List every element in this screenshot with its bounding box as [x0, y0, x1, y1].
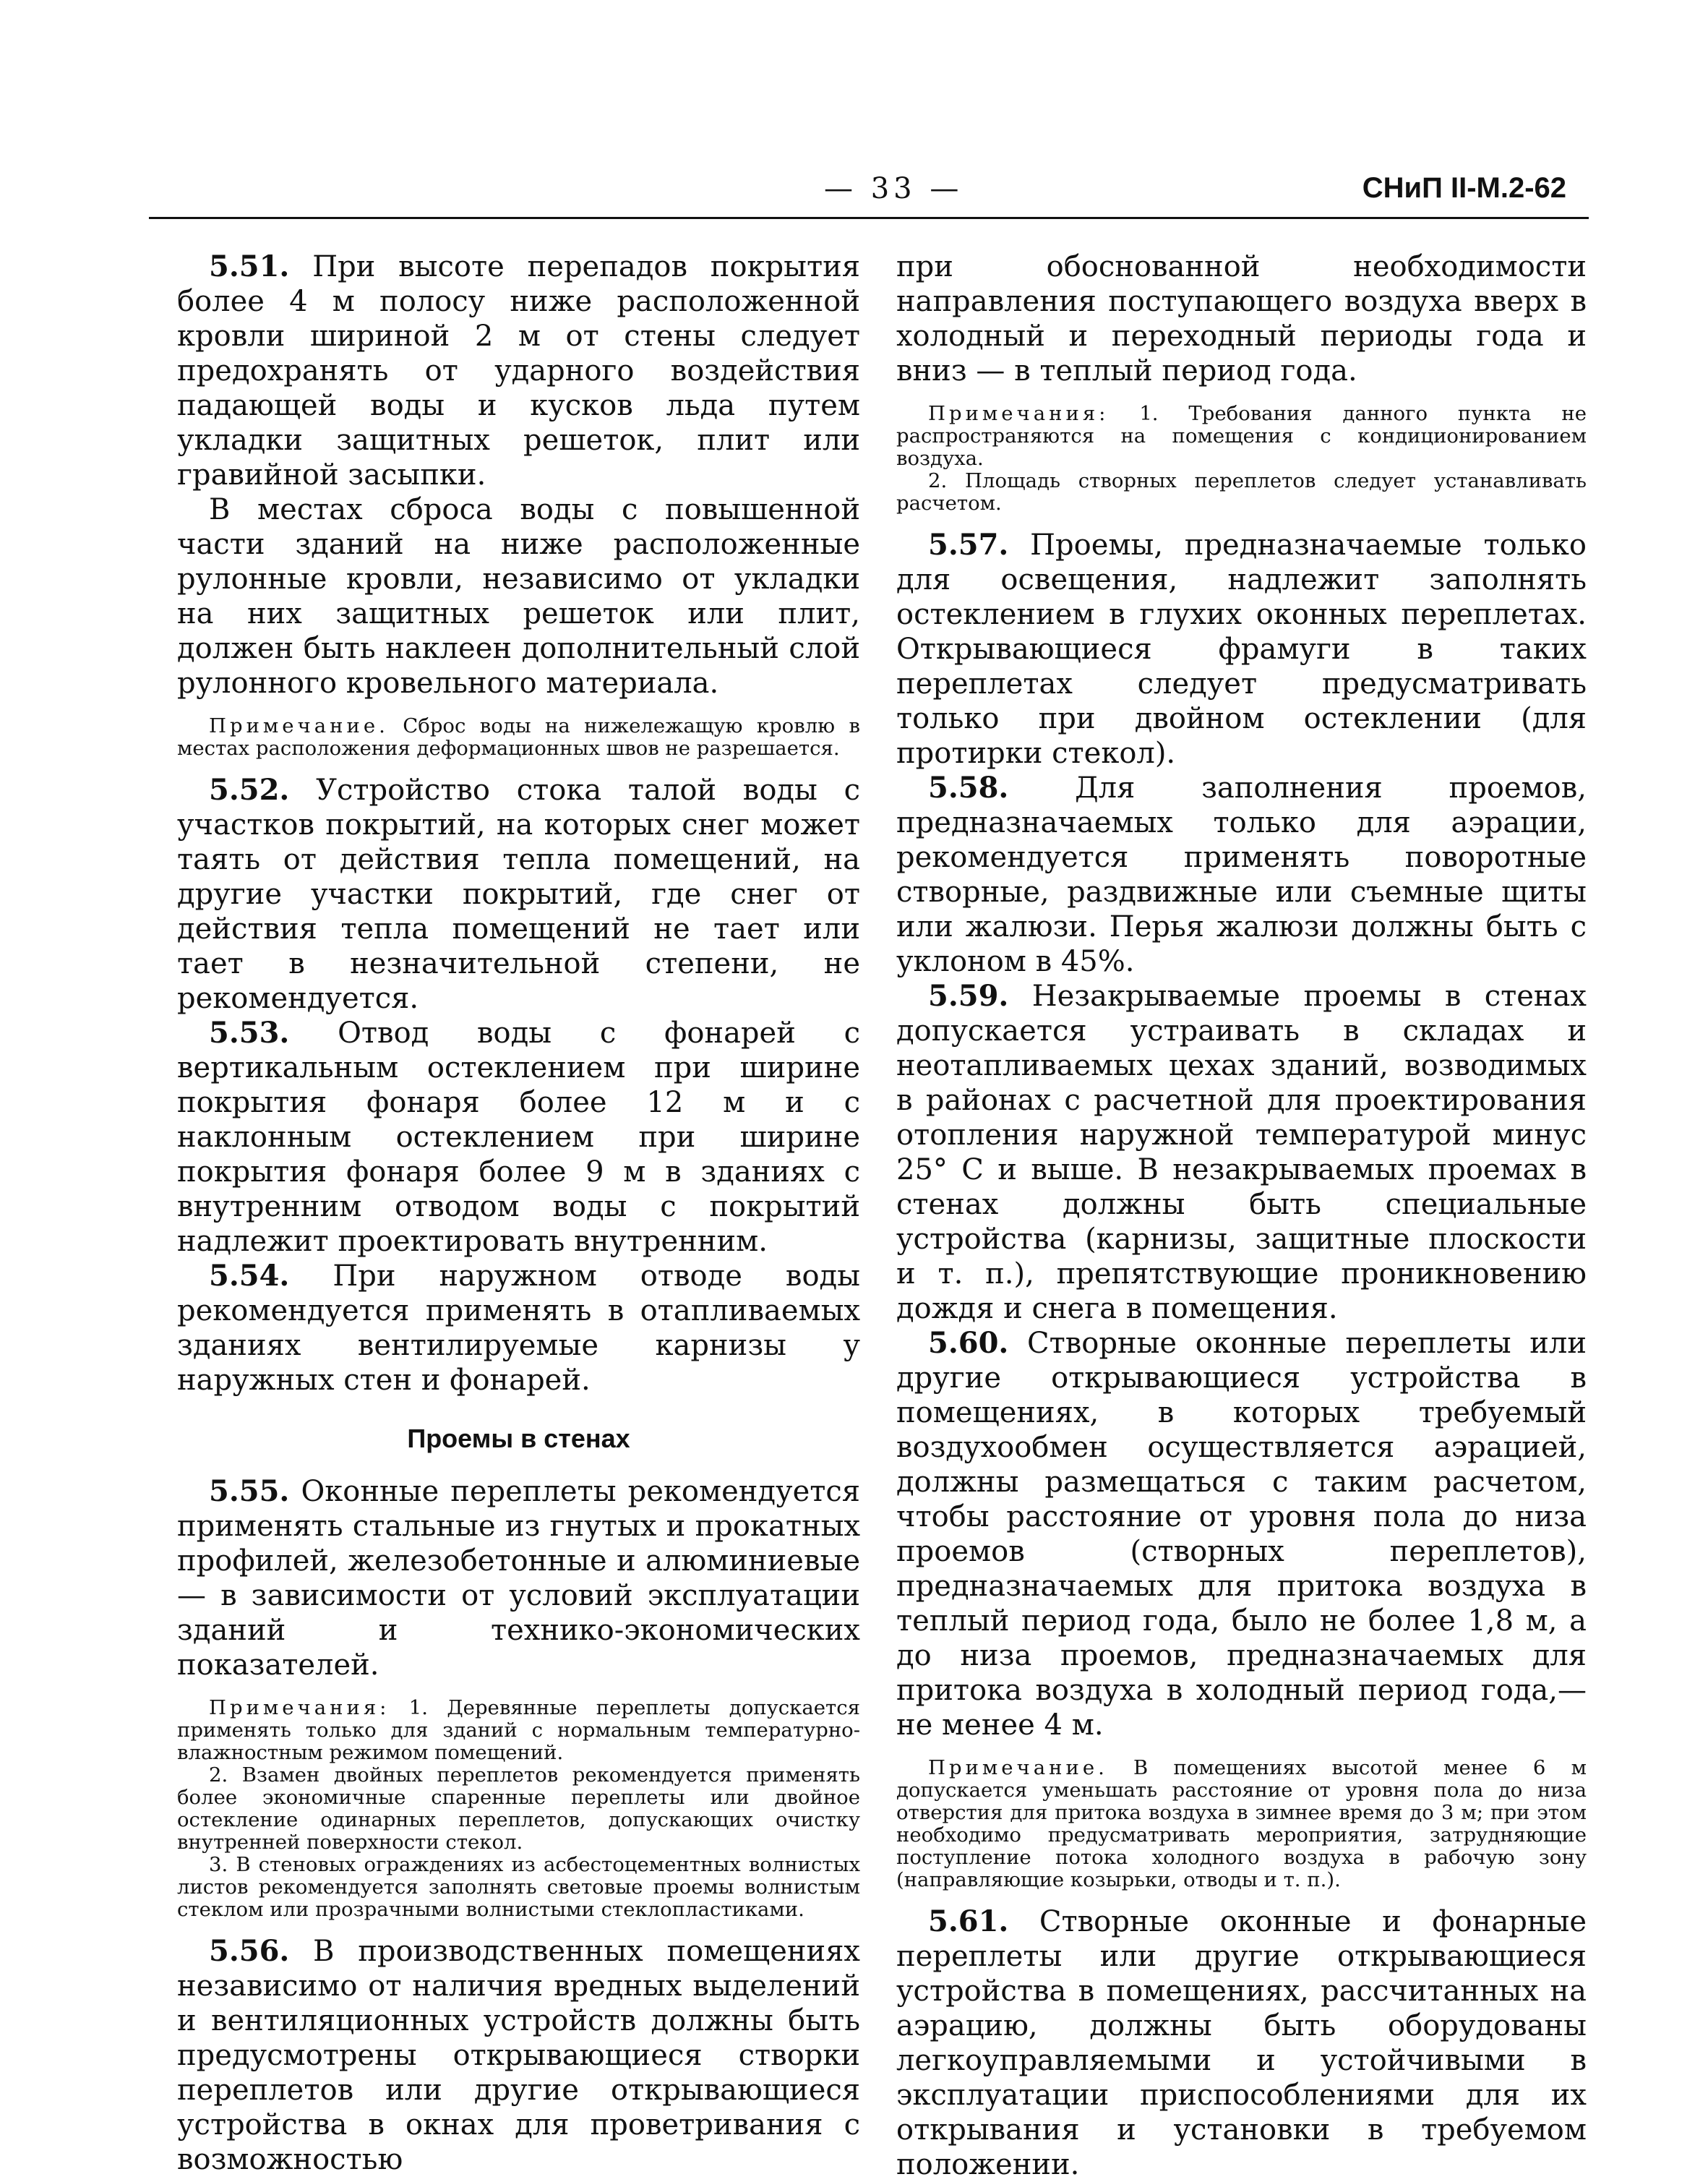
clause-text: Оконные переплеты рекомендуется применять стальные из гнутых и прокатных профилей, железобетонные и алюминиевые — в зависимости от условий эксплуатации зданий и технико-экономических показателей. — [177, 1475, 861, 1682]
paragraph-5-53 — [177, 1016, 860, 1259]
clause-text: Проемы, предназначаемые только для освещения, надлежит заполнять остеклением в глухих оконных переплетах. Открывающиеся фрамуги в таких переплетах следует предусматривать только при двойном остеклении (для протирки стекол). — [896, 529, 1587, 770]
note-paragraph: 2. Взамен двойных переплетов рекомендуется применять более экономичные спаренные переплеты или двойное остекление одинарных переплетов, допускающих очистку внутренней поверхности стекол. — [177, 1763, 860, 1854]
paragraph-5-56-cont: при обоснованной необходимости направления поступающего воздуха вверх в холодный и переходный периоды года и вниз — в теплый период года. — [896, 250, 1587, 388]
clause-number: 5.51. — [209, 249, 290, 283]
paragraph-5-52 — [177, 773, 860, 1016]
paragraph-5-56 — [177, 1934, 860, 2177]
notes-5-56 — [896, 403, 1587, 515]
clause-number: 5.56. — [209, 1934, 290, 1968]
clause-number: 5.61. — [928, 1904, 1009, 1938]
note-text: 1. Требования данного пункта не распространяются на помещения с кондиционированием воздуха. — [896, 402, 1587, 470]
note-paragraph: 3. В стеновых ограждениях из асбестоцементных волнистых листов рекомендуется заполнять световые проемы волнистым стеклом или прозрачными волнистыми стеклопластиками. — [177, 1853, 860, 1921]
paragraph-5-60 — [896, 1326, 1587, 1742]
note-paragraph — [177, 1697, 860, 1764]
clause-number: 5.57. — [928, 528, 1009, 562]
note-label: Примечание. — [209, 714, 389, 737]
clause-number: 5.53. — [209, 1016, 290, 1050]
left-column — [177, 249, 860, 2177]
paragraph-5-51 — [177, 249, 860, 492]
note-5-51 — [177, 715, 860, 760]
note-text: 1. Деревянные переплеты допускается применять только для зданий с нормальным температурно-влажностным режимом помещений. — [177, 1696, 860, 1764]
clause-number: 5.55. — [209, 1474, 290, 1508]
clause-text: Для заполнения проемов, предназначаемых только для аэрации, рекомендуется применять поворотные створные, раздвижные или съемные щиты или жалюзи. Перья жалюзи должны быть с уклоном в 45%. — [896, 771, 1587, 978]
clause-number: 5.59. — [928, 979, 1009, 1013]
notes-5-55 — [177, 1697, 860, 1921]
paragraph-5-55 — [177, 1474, 860, 1682]
clause-text: При наружном отводе воды рекомендуется применять в отапливаемых зданиях вентилируемые карнизы у наружных стен и фонарей. — [177, 1259, 860, 1397]
note-text: В помещениях высотой менее 6 м допускается уменьшать расстояние от уровня пола до низа отверстия для притока воздуха в зимнее время до 3 м; при этом необходимо предусматривать мероприятия, затрудняющие поступление потока холодного воздуха в рабочую зону (направляющие козырьки, отводы и т. п.). — [896, 1756, 1587, 1891]
note-5-60 — [896, 1757, 1587, 1891]
clause-text: При высоте перепадов покрытия более 4 м полосу ниже расположенной кровли шириной 2 м от стены следует предохранять от ударного воздействия падающей воды и кусков льда путем укладки защитных решеток, плит или гравийной засыпки. — [177, 250, 860, 492]
clause-number: 5.58. — [928, 771, 1009, 805]
header-rule — [149, 217, 1589, 219]
clause-text: Створные оконные переплеты или другие открывающиеся устройства в помещениях, в которых требуемый воздухообмен осуществляется аэрацией, должны размещаться с таким расчетом, чтобы расстояние от уровня пола до низа проемов (створных переплетов), предназначаемых для притока воздуха в теплый период года, было не более 1,8 м, а до низа проемов, предназначаемых для притока воздуха в холодный период года,— не менее 4 м. — [896, 1327, 1587, 1742]
note-paragraph — [896, 1757, 1587, 1891]
note-label: Примечания: — [209, 1696, 390, 1719]
note-label: Примечания: — [928, 402, 1110, 425]
clause-text: Створные оконные и фонарные переплеты или другие открывающиеся устройства в помещениях, рассчитанных на аэрацию, должны быть оборудованы легкоуправляемыми и устойчивыми в эксплуатации приспособлениями для их открывания и установки в требуемом положении. — [896, 1905, 1587, 2181]
note-paragraph — [177, 715, 860, 760]
note-paragraph — [896, 403, 1587, 470]
clause-text: Устройство стока талой воды с участков покрытий, на которых снег может таять от действия тепла помещений, на другие участки покрытий, где снег от действия тепла помещений не тает или тает в незначительной степени, не рекомендуется. — [177, 774, 860, 1015]
clause-number: 5.54. — [209, 1259, 290, 1293]
document-code: СНиП II-М.2-62 — [1362, 172, 1566, 204]
paragraph-5-59 — [896, 979, 1587, 1326]
section-title: Проемы в стенах — [407, 1424, 630, 1453]
paragraph-5-51-cont: В местах сброса воды с повышенной части зданий на ниже расположенные рулонные кровли, независимо от укладки на них защитных решеток или плит, должен быть наклеен дополнительный слой рулонного кровельного материала. — [177, 493, 860, 700]
right-column — [896, 249, 1587, 2182]
clause-text: Отвод воды с фонарей с вертикальным остеклением при ширине покрытия фонаря более 12 м и с наклонным остеклением при ширине покрытия фонаря более 9 м в зданиях с внутренним отводом воды с покрытий надлежит проектировать внутренним. — [177, 1017, 861, 1258]
paragraph-5-61 — [896, 1904, 1587, 2182]
clause-number: 5.60. — [928, 1326, 1009, 1360]
paragraph-5-57 — [896, 528, 1587, 771]
paragraph-5-54 — [177, 1259, 860, 1398]
clause-text: Незакрываемые проемы в стенах допускается устраивать в складах и неотапливаемых цехах зданий, возводимых в районах с расчетной для проектирования отопления наружной температурой минус 25° С и выше. В незакрываемых проемах в стенах должны быть специальные устройства (карнизы, защитные плоскости и т. п.), препятствующие проникновению дождя и снега в помещения. — [896, 980, 1587, 1325]
paragraph-5-58 — [896, 771, 1587, 979]
page-number: — 33 — — [824, 172, 964, 205]
note-label: Примечание. — [928, 1756, 1108, 1779]
clause-number: 5.52. — [209, 773, 290, 807]
note-paragraph: 2. Площадь створных переплетов следует устанавливать расчетом. — [896, 469, 1587, 515]
clause-text: В производственных помещениях независимо от наличия вредных выделений и вентиляционных устройств должны быть предусмотрены открывающиеся створки переплетов или другие открывающиеся устройства в окнах для проветривания с возможностью — [177, 1935, 860, 2176]
note-text: Сброс воды на нижележащую кровлю в местах расположения деформационных швов не разрешается. — [177, 714, 860, 760]
